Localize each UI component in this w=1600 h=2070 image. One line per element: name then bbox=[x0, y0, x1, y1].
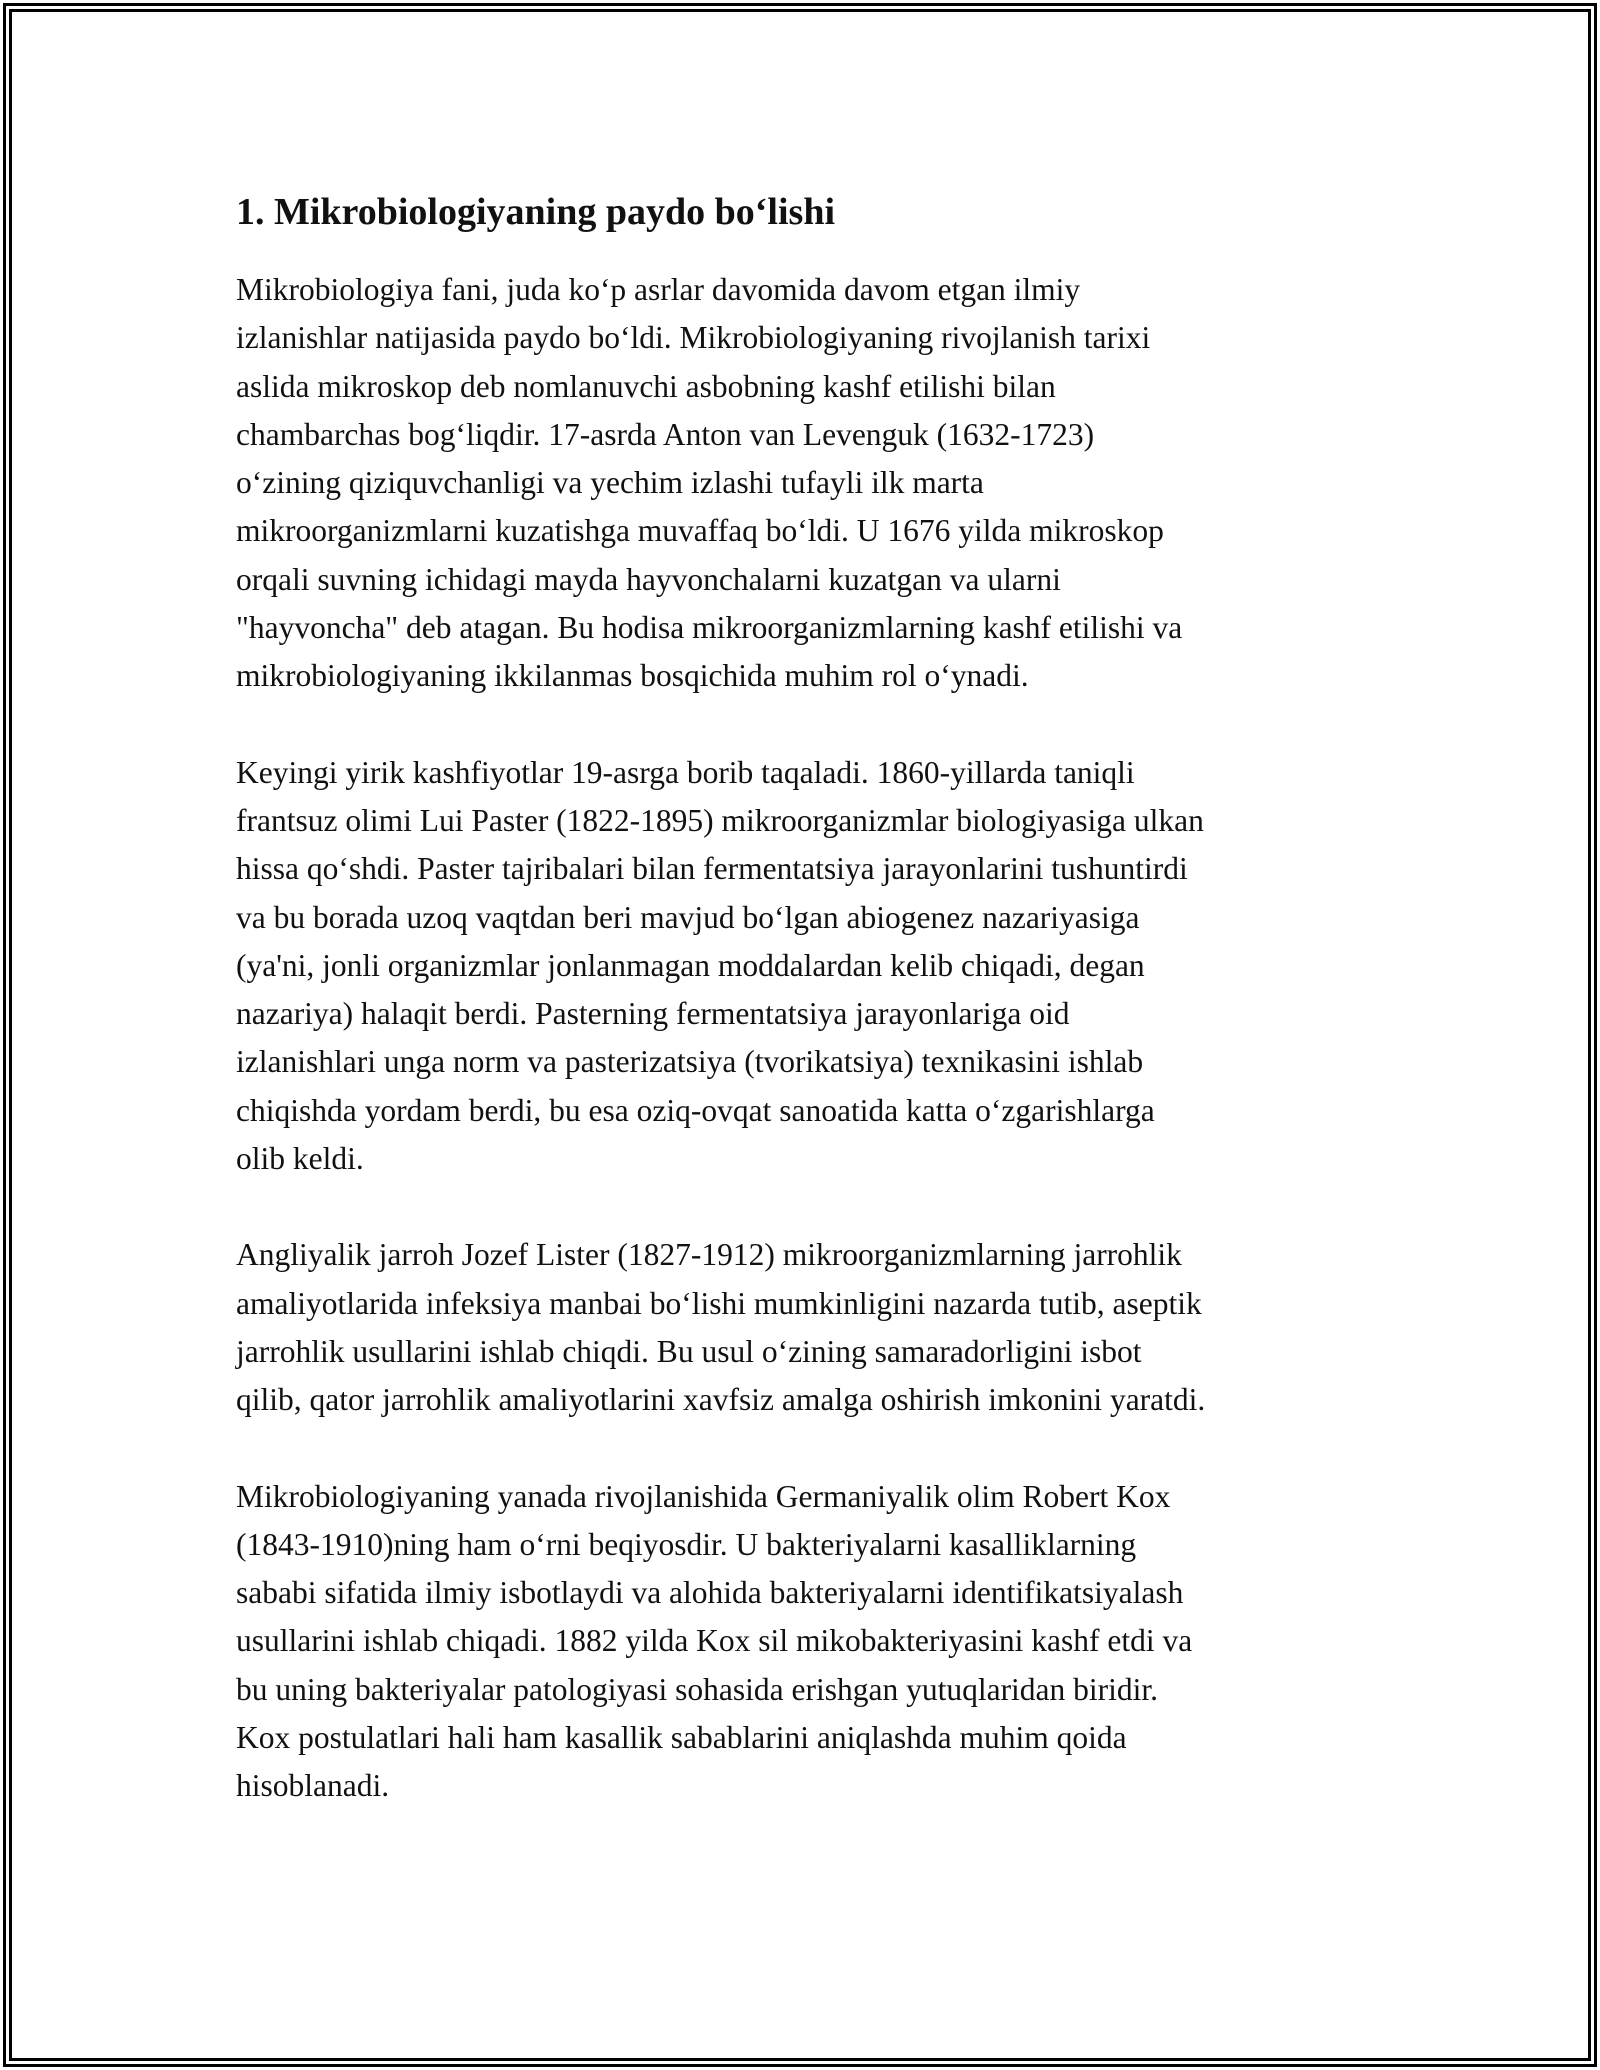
document-body bbox=[236, 186, 1372, 1859]
paragraph-kox: Mikrobiologiyaning yanada rivojlanishida Germaniyalik olim Robert Kox (1843-1910)ning ham o‘rni beqiyosdir. U bakteriyalarni kasalliklarning sababi sifatida ilmiy isbotlaydi va alohida bakteriyalarni identifikatsiyalash usullarini ishlab chiqadi. 1882 yilda Kox sil mikobakteriyasini kashf etdi va bu uning bakteriyalar patologiyasi sohasida erishgan yutuqlaridan biridir. Kox postulatlari hali ham kasallik sabablarini aniqlashda muhim qoida hisoblanadi. bbox=[236, 1478, 1193, 1804]
paragraph-paster: Keyingi yirik kashfiyotlar 19-asrga borib taqaladi. 1860-yillarda taniqli frantsuz olimi Lui Paster (1822-1895) mikroorganizmlar biologiyasiga ulkan hissa qo‘shdi. Paster tajribalari bilan fermentatsiya jarayonlarini tushuntirdi va bu borada uzoq vaqtdan beri mavjud bo‘lgan abiogenez nazariyasiga (ya'ni, jonli organizmlar jonlanmagan moddalardan kelib chiqadi, degan nazariya) halaqit berdi. Pasterning fermentatsiya jarayonlariga oid izlanishlari unga norm va pasterizatsiya (tvorikatsiya) texnikasini ishlab chiqishda yordam berdi, bu esa oziq-ovqat sanoatida katta o‘zgarishlarga olib keldi. bbox=[236, 754, 1204, 1177]
paragraph-lister: Angliyalik jarroh Jozef Lister (1827-1912) mikroorganizmlarning jarrohlik amaliyotlarida infeksiya manbai bo‘lishi mumkinligini nazarda tutib, aseptik jarrohlik usullarini ishlab chiqdi. Bu usul o‘zining samaradorligini isbot qilib, qator jarrohlik amaliyotlarini xavfsiz amalga oshirish imkonini yaratdi. bbox=[236, 1237, 1206, 1418]
paragraph-levenguk: Mikrobiologiya fani, juda ko‘p asrlar davomida davom etgan ilmiy izlanishlar natijasida paydo bo‘ldi. Mikrobiologiyaning rivojlanish tarixi aslida mikroskop deb nomlanuvchi asbobning kashf etilishi bilan chambarchas bog‘liqdir. 17-asrda Anton van Levenguk (1632-1723) o‘zining qiziquvchanligi va yechim izlashi tufayli ilk marta mikroorganizmlarni kuzatishga muvaffaq bo‘ldi. U 1676 yilda mikroskop orqali suvning ichidagi mayda hayvonchalarni kuzatgan va ularni "hayvoncha" deb atagan. Bu hodisa mikroorganizmlarning kashf etilishi va mikrobiologiyaning ikkilanmas bosqichida muhim rol o‘ynadi. bbox=[236, 272, 1183, 694]
document-title: 1. Mikrobiologiyaning paydo bo‘lishi bbox=[236, 191, 836, 233]
